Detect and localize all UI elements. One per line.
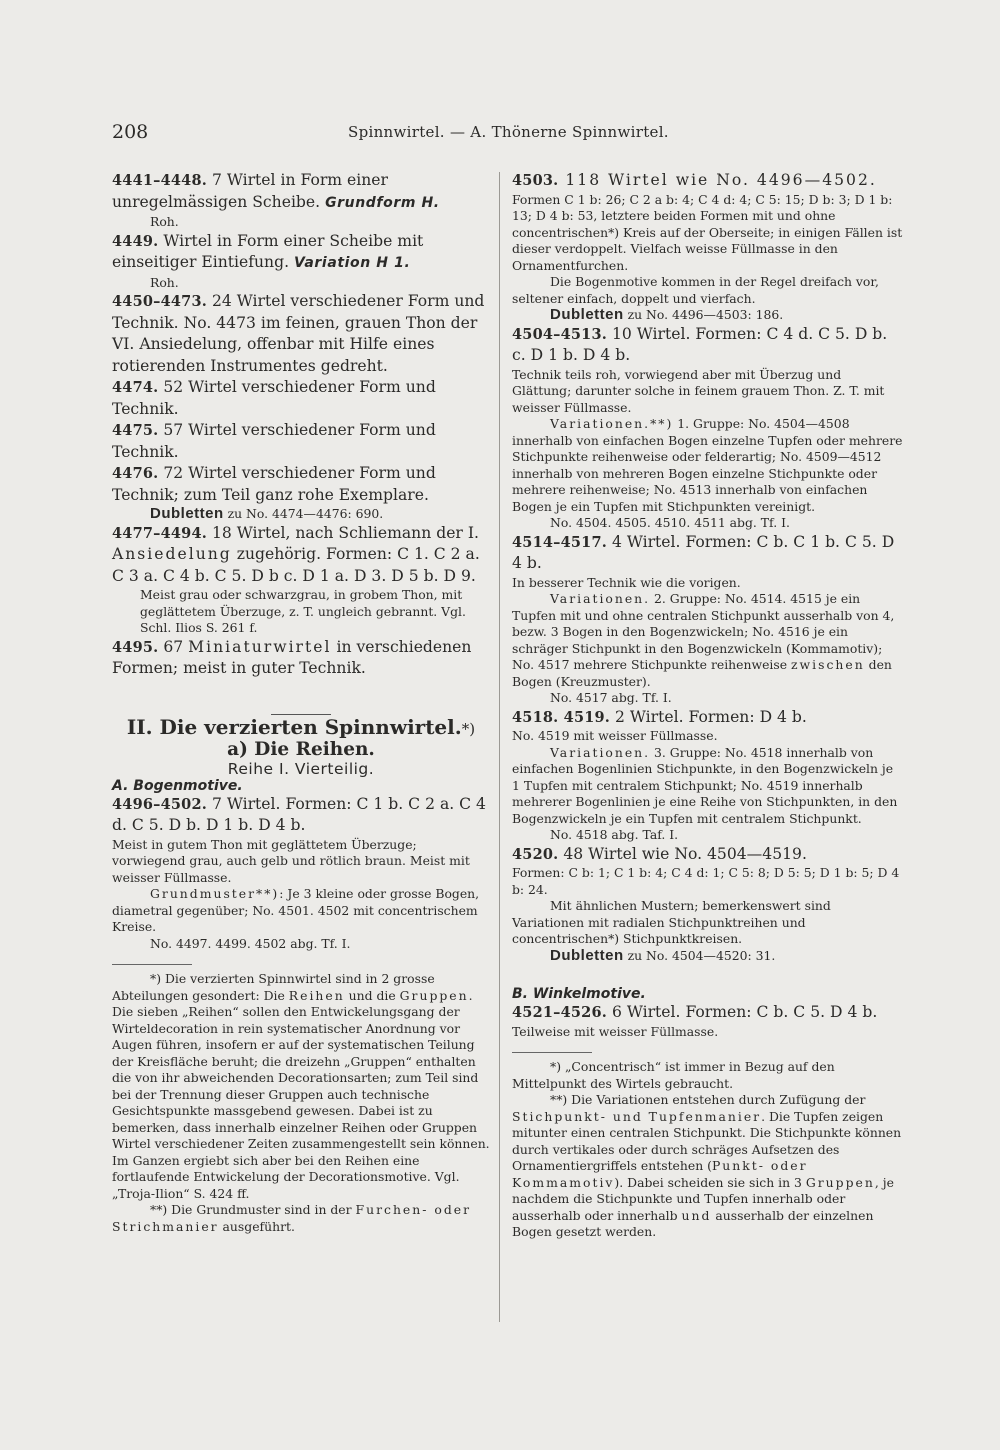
page-number: 208 xyxy=(112,121,149,143)
entry-4520: 4520. 48 Wirtel wie No. 4504—4519. xyxy=(512,844,807,863)
dubletten-line: Dubletten zu No. 4474—4476: 690. xyxy=(150,505,384,522)
entry-4521: 4521–4526. 6 Wirtel. Formen: C b. C 5. D 4 b. xyxy=(512,1003,878,1021)
entry-small-text: No. 4519 mit weisser Füllmasse. xyxy=(512,728,718,743)
section-heading: II. Die verzierten Spinnwirtel.*) xyxy=(126,714,476,739)
illustration-ref: No. 4518 abg. Taf. I. xyxy=(550,827,679,842)
footnote-1: *) „Concentrisch“ ist immer in Bezug auf den Mittelpunkt des Wirtels gebraucht. xyxy=(512,1059,835,1091)
running-head: Spinnwirtel. — A. Thönerne Spinnwirtel. xyxy=(348,123,669,141)
illustration-ref: No. 4497. 4499. 4502 abg. Tf. I. xyxy=(150,935,351,951)
entry-4504: 4504–4513. 10 Wirtel. Formen: C 4 d. C 5. D b. c. D 1 b. D 4 b. xyxy=(512,324,888,364)
entry-4450: 4450–4473. 24 Wirtel verschiedener Form und Technik. No. 4473 im feinen, grauen Thon der VI. Ansiedelung, offenbar mit Hilfe eines rotierenden Instrumentes gedreht. xyxy=(112,292,485,375)
subsection-heading: a) Die Reihen. xyxy=(227,738,375,760)
footnotes xyxy=(512,1052,904,1241)
footnote-2: **) Die Grundmuster sind in der Furchen- oder Strichmanier ausgeführt. xyxy=(112,1202,472,1234)
entry-small-text: Meist grau oder schwarzgrau, in grobem Thon, mit geglättetem Überzuge, z. T. ungleich gebrannt. Vgl. Schl. Ilios S. 261 f. xyxy=(140,587,466,635)
entry-4503: 4503. 118 Wirtel wie No. 4496—4502. xyxy=(512,171,877,189)
entry-small-text: Formen: C b: 1; C 1 b: 4; C 4 d: 1; C 5: 8; D 5: 5; D 1 b: 5; D 4 b: 24. xyxy=(512,865,900,897)
entry-4474: 4474. 52 Wirtel verschiedener Form und Technik. xyxy=(112,378,436,418)
entry-small-text: Technik teils roh, vorwiegend aber mit Überzug und Glättung; darunter solche in feinem grauem Thon. Z. T. mit weisser Füllmasse. xyxy=(512,366,885,415)
column-divider xyxy=(499,172,500,1322)
left-column xyxy=(112,170,490,1235)
group-heading-b: B. Winkelmotive. xyxy=(512,986,646,1002)
entry-small-text: Mit ähnlichen Mustern; bemerkenswert sind Variationen mit radialen Stichpunktreihen und concentrischen*) Stichpunktkreisen. xyxy=(512,898,831,946)
entry-note: Roh. xyxy=(150,274,179,290)
group-heading-a: A. Bogenmotive. xyxy=(112,777,243,794)
entry-note: Roh. xyxy=(150,214,179,229)
entry-small-text: Meist in gutem Thon mit geglättetem Überzuge; vorwiegend grau, auch gelb und rötlich braun. Meist mit weisser Füllmasse. xyxy=(112,836,470,885)
entry-small-text: Teilweise mit weisser Füllmasse. xyxy=(512,1023,719,1039)
footnote-2: **) Die Variationen entstehen durch Zufügung der Stichpunkt- und Tupfenmanier. Die Tupfen zeigen mitunter einen centralen Stichpunkt. Die Stichpunkte können durch vertikales oder durch schräges Aufsetzen des Ornamentiergriffels entstehen (Punkt- oder Kommamotiv). Dabei scheiden sie sich in 3 Gruppen, je nachdem die Stichpunkte und Tupfen innerhalb oder ausserhalb oder innerhalb und ausserhalb der einzelnen Bogen gesetzt werden. xyxy=(512,1092,902,1239)
entry-4475: 4475. 57 Wirtel verschiedener Form und Technik. xyxy=(112,421,436,461)
entry-4514: 4514–4517. 4 Wirtel. Formen: C b. C 1 b. C 5. D 4 b. xyxy=(512,532,895,572)
right-column xyxy=(512,170,904,1241)
entry-4441: 4441–4448. 7 Wirtel in Form einer unregelmässigen Scheibe. Grundform H. xyxy=(112,171,440,211)
entry-small-text: In besserer Technik wie die vorigen. xyxy=(512,574,741,590)
entry-4518: 4518. 4519. 2 Wirtel. Formen: D 4 b. xyxy=(512,707,807,726)
entry-small-text: Die Bogenmotive kommen in der Regel dreifach vor, seltener einfach, doppelt und vierfach. xyxy=(512,274,879,306)
entry-4495: 4495. 67 Miniaturwirtel in verschiedenen Formen; meist in guter Technik. xyxy=(112,637,472,677)
entry-4449: 4449. Wirtel in Form einer Scheibe mit einseitiger Eintiefung. Variation H 1. xyxy=(112,231,424,271)
illustration-ref: No. 4517 abg. Tf. I. xyxy=(550,690,672,705)
dubletten-line: Dubletten zu No. 4504—4520: 31. xyxy=(550,946,776,964)
dubletten-line: Dubletten zu No. 4496—4503: 186. xyxy=(550,306,784,323)
variationen-text: Variationen. 3. Gruppe: No. 4518 innerhalb von einfachen Bogenlinien Stichpunkte, in den Bogenzwickeln je 1 Tupfen mit centralem Stichpunkt; No. 4519 innerhalb mehrerer Bogenlinien je eine Reihe von Stichpunkten, in den Bogenzwickeln je ein Tupfen mit centralem Stichpunkt. xyxy=(512,744,898,826)
entry-4476: 4476. 72 Wirtel verschiedener Form und Technik; zum Teil ganz rohe Exemplare. xyxy=(112,464,436,504)
entry-small-text: Formen C 1 b: 26; C 2 a b: 4; C 4 d: 4; C 5: 15; D b: 3; D 1 b: 13; D 4 b: 53, letztere beiden Formen mit und ohne concentrischen*) Kreis auf der Oberseite; in einigen Fällen ist dieser verdoppelt. Vielfach weisse Füllmasse in den Ornamentfurchen. xyxy=(512,191,903,273)
grundmuster-text: Grundmuster**): Je 3 kleine oder grosse Bogen, diametral gegenüber; No. 4501. 4502 mit concentrischem Kreise. xyxy=(112,886,480,934)
footnote-1: *) Die verzierten Spinnwirtel sind in 2 grosse Abteilungen gesondert: Die Reihen und die Gruppen. Die sieben „Reihen“ sollen den Entwickelungsgang der Wirteldecoration in rein systematischer Anordnung vor Augen führen, insofern er auf der systematischen Teilung der Kreisfläche beruht; die dreizehn „Gruppen“ enthalten die von ihr abweichenden Decorationsarten; zum Teil sind bei der Trennung dieser Gruppen auch technische Gesichtspunkte massgebend gewesen. Dabei ist zu bemerken, dass innerhalb einzelner Reihen oder Gruppen Wirtel verschiedener Zeiten zusammengestellt sein können. Im Ganzen ergiebt sich aber bei den Reihen eine fortlaufende Entwickelung der Decorationsmotive. Vgl. „Troja-Ilion“ S. 424 ff. xyxy=(112,971,490,1201)
entry-4477: 4477–4494. 18 Wirtel, nach Schliemann der I. Ansiedelung zugehörig. Formen: C 1. C 2 a. C 3 a. C 4 b. C 5. D b c. D 1 a. D 3. D 5 b. D 9. xyxy=(112,523,480,585)
footnote-rule xyxy=(512,1052,592,1053)
reihe-heading: Reihe I. Vierteilig. xyxy=(227,759,375,778)
variationen-text: Variationen. 2. Gruppe: No. 4514. 4515 je ein Tupfen mit und ohne centralen Stichpunkt ausserhalb von 4, bezw. 3 Bogen in den Bogenzwickeln; No. 4516 je ein schräger Stichpunkt in den Bogenzwickeln (Kommamotiv); No. 4517 mehrere Stichpunkte reihenweise zwischen den Bogen (Kreuzmuster). xyxy=(512,591,895,689)
page-header xyxy=(112,121,912,145)
variationen-text: Variationen.**) 1. Gruppe: No. 4504—4508 innerhalb von einfachen Bogen einzelne Tupfen oder mehrere Stichpunkte reihenweise oder felderartig; No. 4509—4512 innerhalb von mehreren Bogen einzelne Stichpunkte oder mehrere reihenweise; No. 4513 innerhalb von einfachen Bogen je ein Tupfen mit Stichpunkten vereinigt. xyxy=(512,416,903,514)
entry-4496: 4496–4502. 7 Wirtel. Formen: C 1 b. C 2 a. C 4 d. C 5. D b. D 1 b. D 4 b. xyxy=(112,794,486,834)
footnote-rule xyxy=(112,964,192,965)
illustration-ref: No. 4504. 4505. 4510. 4511 abg. Tf. I. xyxy=(550,515,790,530)
footnotes xyxy=(112,964,490,1235)
